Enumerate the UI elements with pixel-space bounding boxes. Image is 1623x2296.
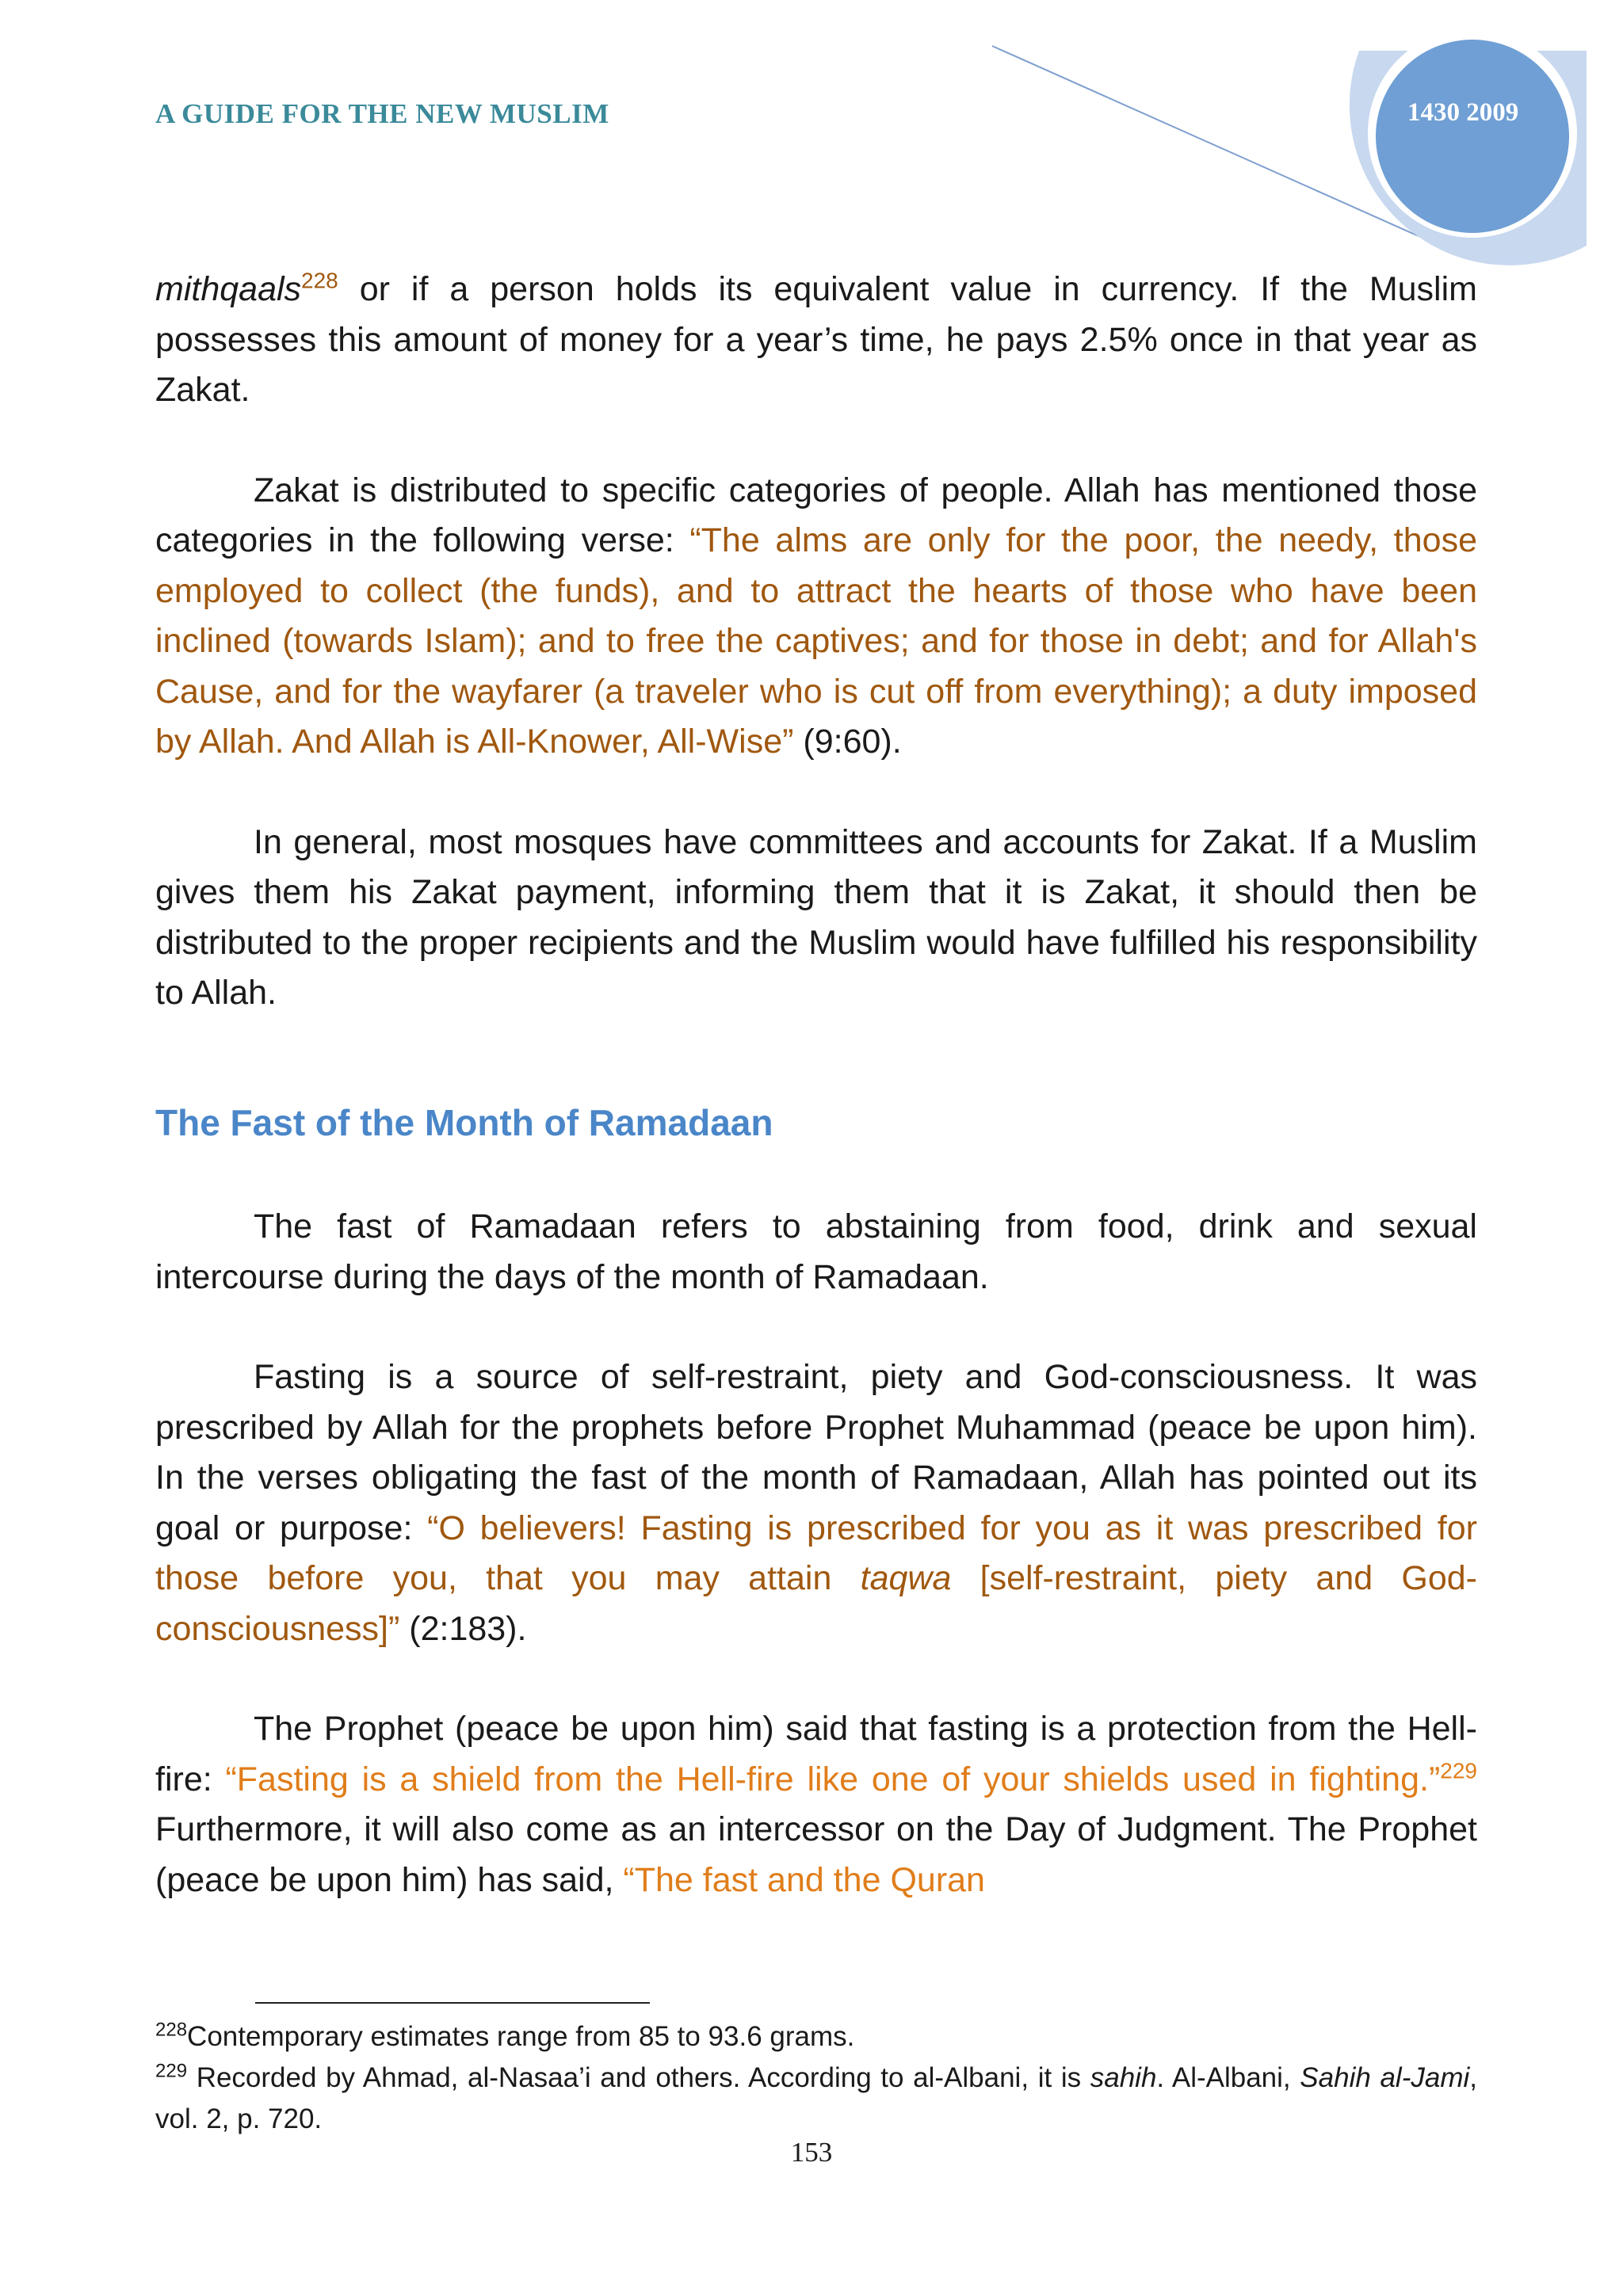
paragraph-mosques: In general, most mosques have committees and accounts for Zakat. If a Muslim gives them his Zakat payment, informing them that it is Zakat, it should then be distributed to the proper recipients and the Muslim would have fulfilled his responsibility to Allah. [155,822,1477,1012]
quote-verse-9-60: “The alms are only for the poor, the needy, those employed to collect (the funds), and to attract the hearts of those who have been inclined (towards Islam); and to free the captives; and for those in debt; and for Allah's Cause, and for the wayfarer (a traveler who is cut off from everything); a duty imposed by Allah. And Allah is All-Knower, All-Wise” [155,521,1477,761]
page-content [155,265,1477,1905]
running-header-title: A GUIDE FOR THE NEW MUSLIM [155,98,609,129]
footnotes [155,2016,1477,2140]
footnote-separator [255,2002,650,2004]
paragraph-zakat-amount: mithqaals$^{228}$ or if a person holds its equivalent value in currency. If the Muslim possesses this amount of money for a year’s time, he pays 2.5% once in that year as Zakat. [155,268,1477,409]
page-number: 153 [790,2137,833,2168]
paragraph-fasting-purpose: Fasting is a source of self-restraint, piety and God-consciousness. It was prescribed by Allah for the prophets before Prophet Muhammad (peace be upon him). In the verses obligating the fast of the month of Ramadaan, Allah has pointed out its goal or purpose: “O believers! Fasting is prescribed for you as it was prescribed for those before you, that you may attain taqwa [self-restraint, piety and God-consciousness]” (2:183). [155,1358,1477,1648]
paragraph-fasting-protection: The Prophet (peace be upon him) said that fasting is a protection from the Hell-fire: “Fasting is a shield from the Hell-fire like one of your shields used in fighting.”$^{229}$ Furthermore, it will also come as an intercessor on the Day of Judgment. The Prophet (peace be upon him) has said, “The fast and the Quran [155,1710,1477,1899]
paragraph-fast-definition: The fast of Ramadaan refers to abstaining from food, drink and sexual intercourse during the days of the month of Ramadaan. [155,1207,1477,1296]
footnote-ref-229[interactable]: 229 [1440,1758,1477,1783]
section-heading: The Fast of the Month of Ramadaan [155,1101,773,1143]
header-decoration [0,0,1623,269]
term-mithqaals: mithqaals [155,270,302,308]
running-header-year: 1430 2009 [1407,98,1519,127]
quote-hadith-fast-quran: “The fast and the Quran [623,1860,985,1899]
header-circle-dark [1376,40,1569,233]
footnote-228: $^{228}$Contemporary estimates range from 85 to 93.6 grams. [155,2019,855,2052]
paragraph-zakat-categories: Zakat is distributed to specific categories of people. Allah has mentioned those categories in the following verse: “The alms are only for the poor, the needy, those employed to collect (the funds), and to attract the hearts of those who have been inclined (towards Islam); and to free the captives; and for those in debt; and for Allah's Cause, and for the wayfarer (a traveler who is cut off from everything); a duty imposed by Allah. And Allah is All-Knower, All-Wise” (9:60). [155,471,1477,761]
quote-hadith-shield: “Fasting is a shield from the Hell-fire like one of your shields used in fighting.” [225,1760,1441,1798]
quote-verse-2-183: “O believers! Fasting is prescribed for you as it was prescribed for those before you, that you may attain taqwa [self-restraint, piety and God-consciousness]” [155,1508,1477,1648]
footnote-ref-228[interactable]: 228 [301,268,338,293]
footnote-229: $^{229}$ Recorded by Ahmad, al-Nasaa’i and others. According to al-Albani, it is sahih. Al-Albani, Sahih al-Jami, vol. 2, p. 720. [155,2060,1477,2134]
